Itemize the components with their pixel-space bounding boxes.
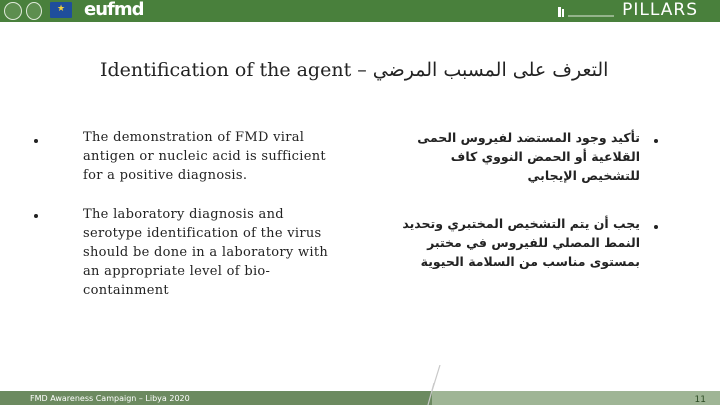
pillars-logo: PILLARS <box>622 0 698 20</box>
slide-title: Identification of the agent – التعرف على المسبب المرضي <box>100 59 609 81</box>
eu-flag-icon <box>50 2 72 18</box>
eufmd-logo: eufmd <box>84 0 144 20</box>
right-bullet-1: تأكيد وجود المستضد لفيروس الحمى القلاعية أو الحمض النووي كاف للتشخيص الإيجابي <box>417 130 640 183</box>
decorative-slash-icon <box>420 365 450 405</box>
left-bullet-2: The laboratory diagnosis and serotype identification of the virus should be done in a laboratory with an appropriate level of bio-containment <box>83 207 329 298</box>
bullet-icon <box>654 139 658 143</box>
left-bullet-1: The demonstration of FMD viral antigen or nucleic acid is sufficient for a positive diagnosis. <box>83 130 326 183</box>
pillars-emblem-icon <box>556 3 616 19</box>
bullet-icon <box>34 139 38 143</box>
right-bullet-2: يجب أن يتم التشخيص المختبري وتحديد النمط المصلي للفيروس في مختبر بمستوى مناسب من السلامة الحيوية <box>402 216 640 269</box>
partner-logo-icon <box>26 2 42 20</box>
footer-campaign-text: FMD Awareness Campaign – Libya 2020 <box>30 394 190 403</box>
bullet-icon <box>34 214 38 218</box>
page-number: 11 <box>694 395 706 405</box>
bullet-icon <box>654 225 658 229</box>
header-bar <box>0 0 720 22</box>
fao-logo-icon <box>4 2 22 20</box>
